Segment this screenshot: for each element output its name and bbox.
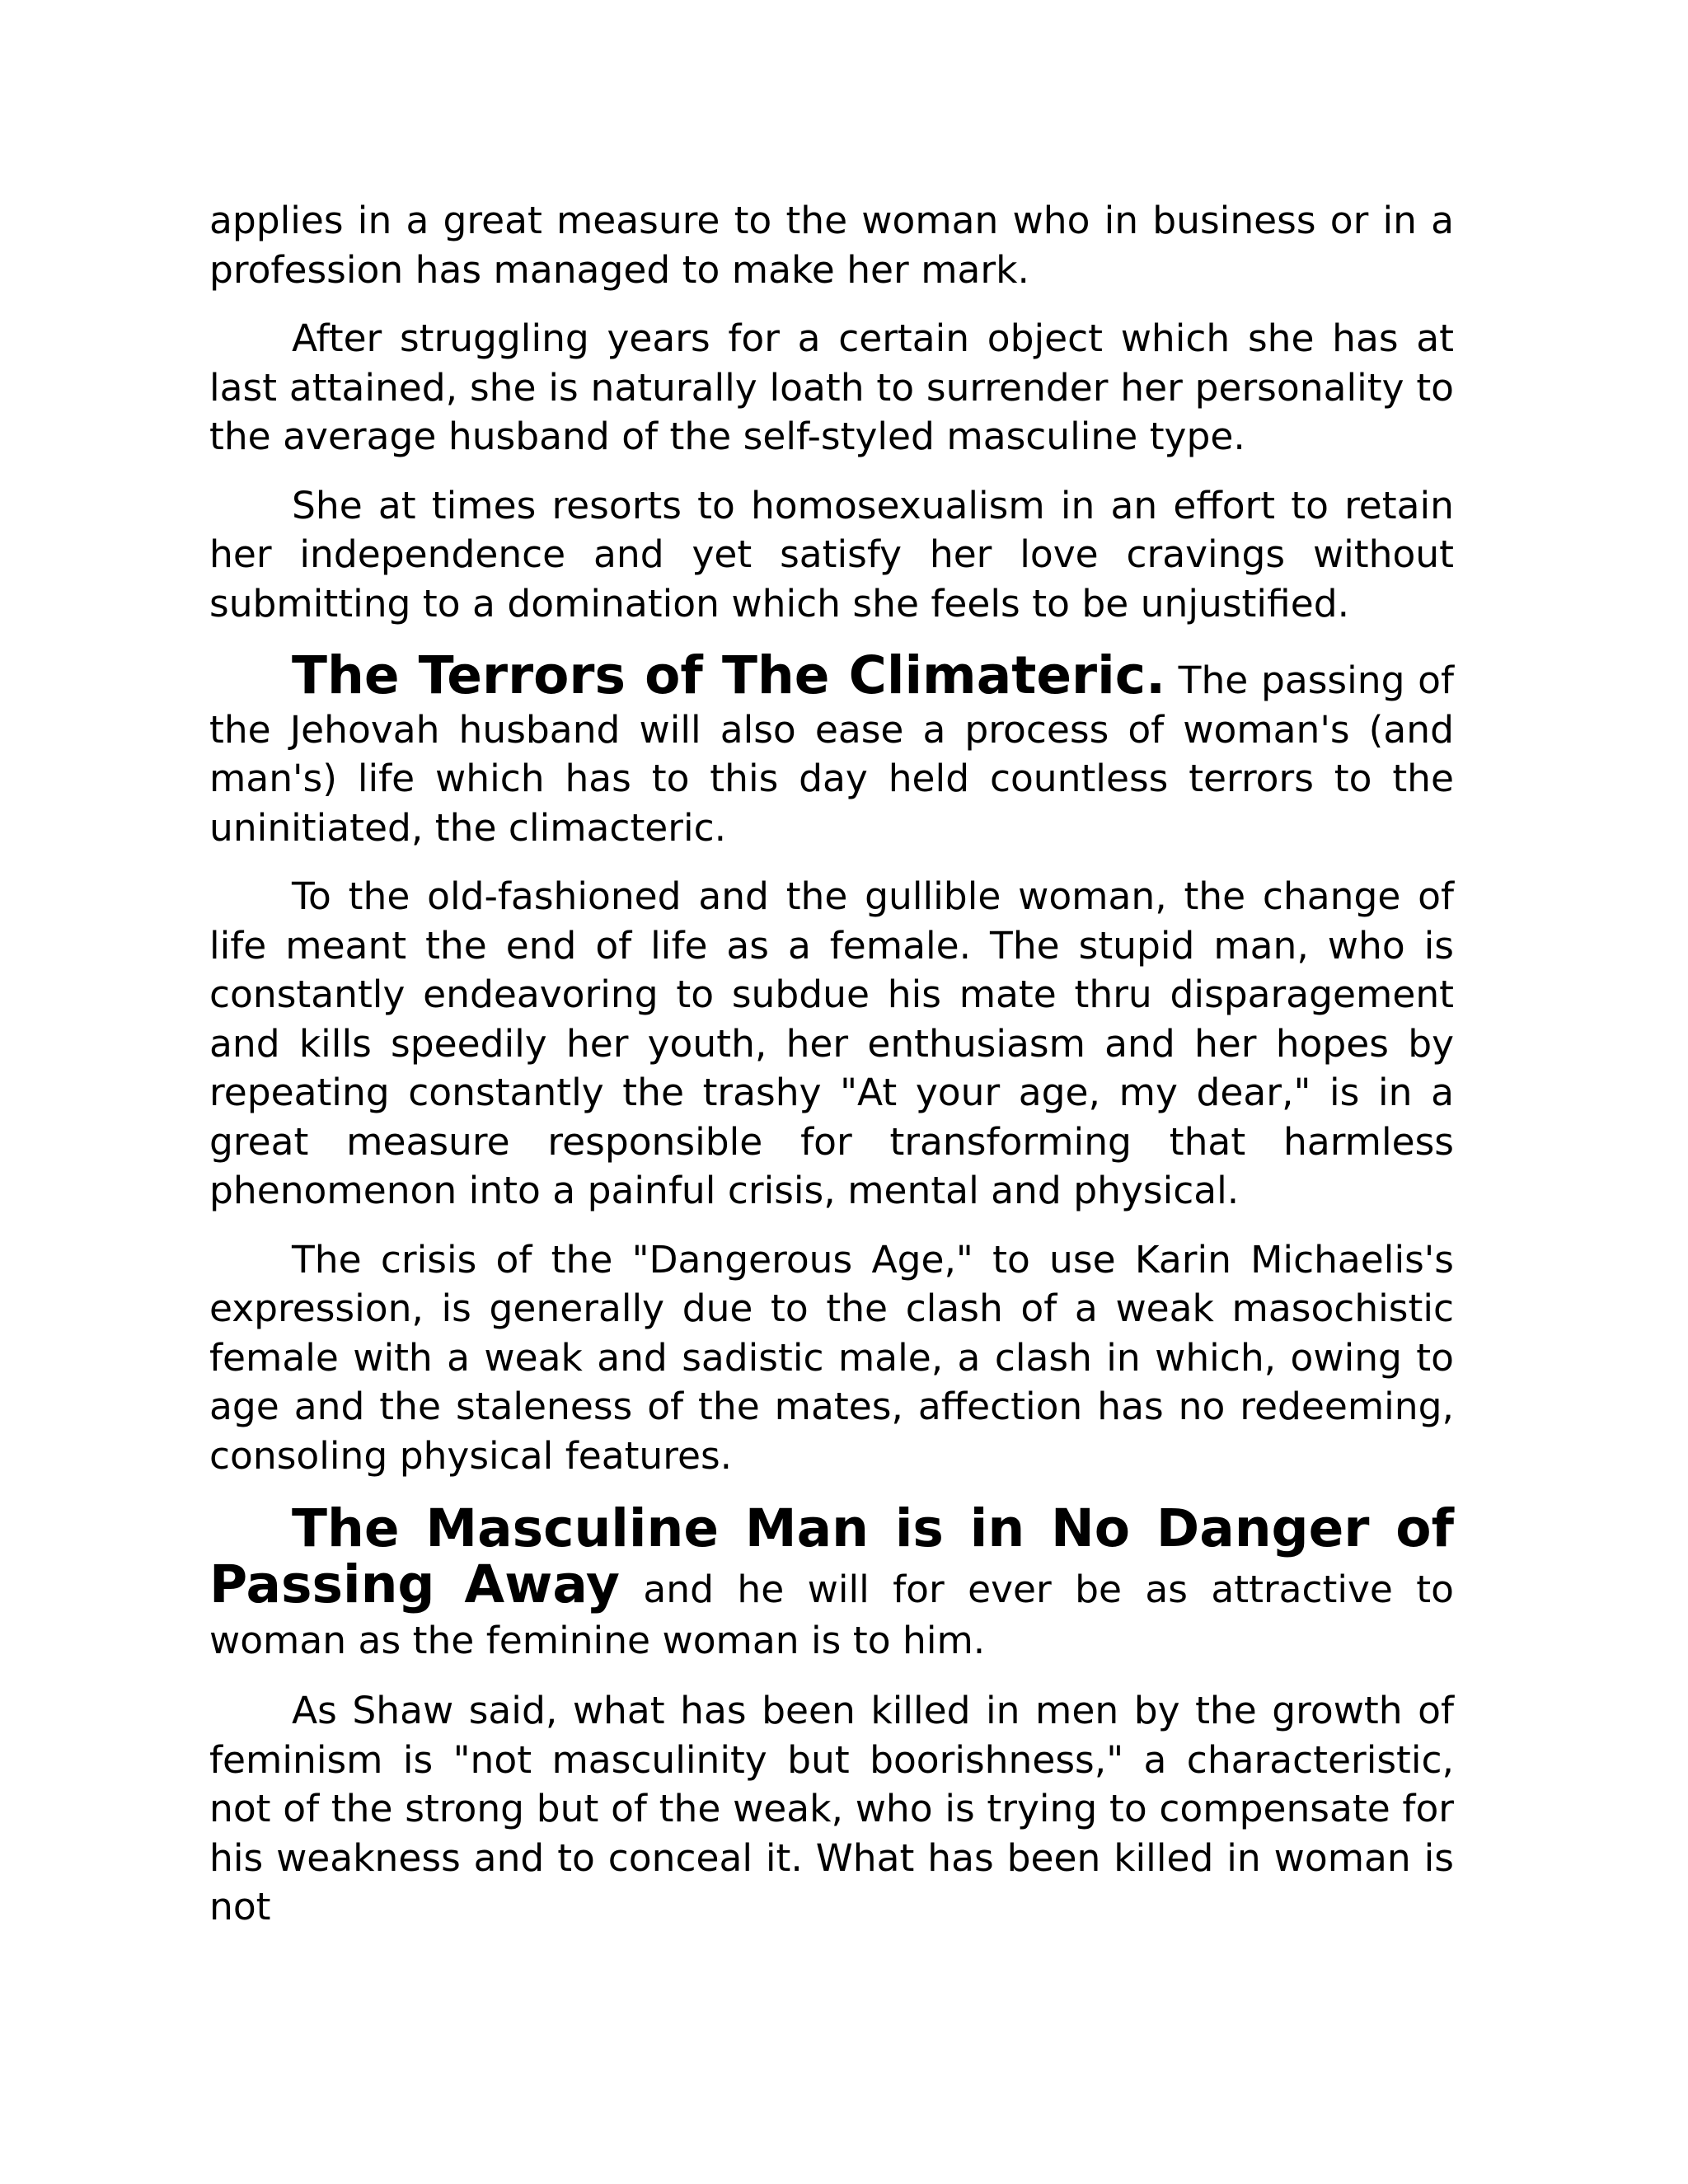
section-heading-climateric: The Terrors of The Climateric. — [292, 645, 1165, 705]
paragraph-1 — [209, 196, 1454, 294]
paragraph-text: The crisis of the "Dangerous Age," to use Karin Michaelis's expression, is generally due to the clash of a weak masochistic female with a weak and sadistic male, a clash in which, owing to age and the staleness of the mates, affection has no redeeming, consoling physical features. — [209, 1237, 1454, 1478]
paragraph-5 — [209, 872, 1454, 1216]
paragraph-text: applies in a great measure to the woman who in business or in a profession has managed to make her mark. — [209, 199, 1454, 292]
paragraph-8 — [209, 1686, 1454, 1932]
paragraph-text: As Shaw said, what has been killed in men by the growth of feminism is "not masculinity but boorishness," a characteristic, not of the strong but of the weak, who is trying to compensate for his weakness and to conceal it. What has been killed in woman is not — [209, 1689, 1454, 1929]
paragraph-text: and he will for ever be as attractive to woman as the feminine woman is to him. — [209, 1568, 1454, 1662]
paragraph-text: After struggling years for a certain object which she has at last attained, she is naturally loath to surrender her personality to the average husband of the self-styled masculine type. — [209, 316, 1454, 458]
paragraph-text: She at times resorts to homosexualism in an effort to retain her independence and yet satisfy her love cravings without submitting to a domination which she feels to be unjustified. — [209, 483, 1454, 626]
paragraph-6 — [209, 1235, 1454, 1481]
section-heading-masculine-man: The Masculine Man is in No Danger of Passing Away — [209, 1498, 1454, 1615]
document-page — [209, 196, 1454, 1952]
paragraph-text: The passing of the Jehovah husband will also ease a process of woman's (and man's) life which has to this day held countless terrors to the uninitiated, the climacteric. — [209, 658, 1454, 850]
paragraph-2 — [209, 314, 1454, 462]
paragraph-text: To the old-fashioned and the gullible woman, the change of life meant the end of life as a female. The stupid man, who is constantly endeavoring to subdue his mate thru disparagement and kills speedily her youth, her enthusiasm and her hopes by repeating constantly the trashy "At your age, my dear," is in a great measure responsible for transforming that harmless phenomenon into a painful crisis, mental and physical. — [209, 874, 1454, 1212]
paragraph-4 — [209, 645, 1454, 852]
paragraph-3 — [209, 481, 1454, 629]
paragraph-7 — [209, 1498, 1454, 1666]
